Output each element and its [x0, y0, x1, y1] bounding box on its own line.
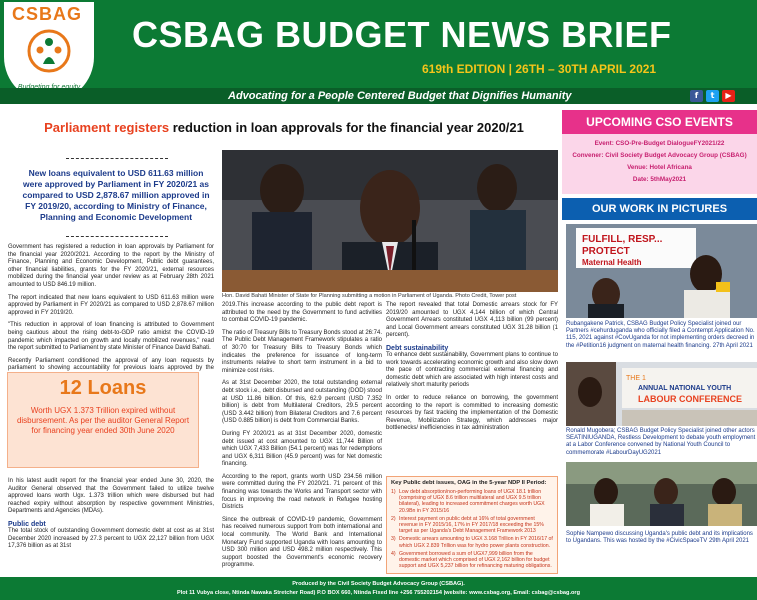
paragraph: The ratio of Treasury Bills to Treasury Bonds stood at 26:74. The Public Debt Management Framework stipulates a ratio of 30:70 for Treasury Bills to Treasury Bonds which indicates the preference for issuance of long-term instruments relative to short term instrument in a bid to minimize cost risks.	[222, 329, 382, 374]
twitter-icon[interactable]: t	[706, 90, 719, 102]
paragraph: To enhance debt sustainability, Government plans to continue to work towards accelerating economic growth and also slow down the pace of contracting commercial external financing and domestic debt which are associated with high interest costs and relatively short maturity periods	[386, 351, 558, 389]
key-debt-issues-box	[386, 476, 558, 574]
conference-photo-illustration	[566, 362, 757, 426]
studio-photo-illustration	[566, 462, 757, 526]
middle-column-text	[222, 302, 382, 570]
event-venue: Venue: Hotel Africana	[627, 164, 692, 171]
svg-text:PROTECT: PROTECT	[582, 246, 630, 257]
svg-text:THE 1: THE 1	[626, 375, 646, 382]
paragraph: According to the report, grants worth USD 234.56 million were committed during the FY 2020/21. 71 percent of this financing was towards the Works and Transport sector with focus in improving the road network in Refugee hosting Districts	[222, 473, 382, 511]
left-column-text	[8, 244, 214, 381]
facebook-icon[interactable]: f	[690, 90, 703, 102]
paragraph: Recently Parliament conditioned the approval of any loan requests by parliament to showing accountability for previous loans approved by the	[8, 357, 214, 372]
newsletter-title: CSBAG BUDGET NEWS BRIEF	[132, 14, 672, 55]
photo-caption-2: Ronald Mugobera; CSBAG Budget Policy Specialist joined other actors SEATINIUGANDA, Restless Development to debate youth employment at a Labor Conference convened by National Youth Council to commemorate #LabourDayUG2021	[566, 428, 756, 456]
paragraph: Since the outbreak of COVID-19 pandemic, Government has received numerous support from both international and local community. The World Bank and International Monetary Fund supported Uganda with loans amounting to USD 300 million and USD 498.2 million respectively. This support boosted the Government's economic recovery programme.	[222, 516, 382, 569]
csbag-logo[interactable]	[4, 2, 94, 102]
section-title-debt-sustainability: Debt sustainability	[386, 344, 449, 352]
event-date: Date: 5thMay2021	[632, 176, 687, 183]
left-lower-text	[8, 478, 214, 551]
event-details	[562, 134, 757, 194]
divider	[66, 236, 168, 237]
photo-protest	[566, 224, 757, 318]
people-logo-icon	[26, 28, 72, 74]
divider	[66, 158, 168, 159]
footer	[0, 577, 757, 600]
svg-text:LABOUR CONFERENCE: LABOUR CONFERENCE	[638, 394, 743, 404]
logo-text: CSBAG	[12, 4, 83, 24]
photo-youth-conference	[566, 362, 757, 426]
youtube-icon[interactable]: ▶	[722, 90, 735, 102]
paragraph: Government has registered a reduction in loan approvals by Parliament for the financial year 2020/2021. According to the report by the Ministry of Finance, Planning and Economic Development, Public debt guarantees, other financial liabilities, grants for the FY 2020/21, external resources mobilized during the financial year under review as at February 28th 2021 amounted to USD 846.19 million.	[8, 244, 214, 288]
paragraph: The total stock of outstanding Government domestic debt at cost as at 31st December 2020 increased by 27.3 percent to UGX 22,127 billion from UGX 17,376 billion as at 31st	[8, 527, 214, 550]
section-title-public-debt: Public debt	[8, 520, 46, 528]
our-work-heading: OUR WORK IN PICTURES	[562, 198, 757, 220]
paragraph: The report indicated that new loans equivalent to USD 611.63 million were approved by Parliament in FY 2020/21 as compared to USD 2,878.67 million approved in FY 2019/20.	[8, 294, 214, 316]
key-box-title: Key Public debt issues, OAG in the 5-year NDP II Period:	[391, 480, 547, 486]
key-item: 3) Domestic arrears amounting to UGX 3.168 Trillion in FY 2016/17 of which UGX 2.839 Trillion was for hydro power plants construction.	[391, 536, 553, 549]
svg-text:FULFILL, RESP...: FULFILL, RESP...	[582, 234, 663, 245]
key-item: 1) Low debt absorption/non-performing loans of UGX 18.1 trillion (comprising of UGX 8.6 trillion multilateral and UGX 9.5 trillion bilateral), leading to increased commitment charges worth UGX 20.9Bn in FY 2015/16	[391, 489, 545, 514]
paragraph: In order to reduce reliance on borrowing, the government according to the report is committed to increasing domestic resources by fast tracking the implementation of the Domestic Revenue, Mobilization Strategy, which addresses major bottlenecks/ inefficiencies in tax administration	[386, 394, 558, 432]
social-links	[690, 90, 735, 102]
right-column-text	[386, 302, 558, 433]
event-name: Event: CSO-Pre-Budget DialogueFY2021/22	[594, 140, 725, 147]
protest-photo-illustration	[566, 224, 757, 318]
svg-text:Maternal Health: Maternal Health	[582, 258, 642, 267]
upcoming-events-heading: UPCOMING CSO EVENTS	[562, 110, 757, 134]
event-convener: Convener: Civil Society Budget Advocacy Group (CSBAG)	[572, 152, 747, 159]
photo-caption-3: Sophie Nampewo discussing Uganda's public debt and its implications to Ugandans. This was hosted by the #CivicSpaceTV 29th April 2021	[566, 531, 753, 545]
minister-photo	[222, 150, 558, 292]
paragraph: As at 31st December 2020, the total outstanding external debt stock i.e., debt disbursed and outstanding (DOD) stood at USD 11.86 billion. Of this, 62.9 percent (USD 7.352 billion) is debt from Multilateral Creditors, 29.5 percent (USD 3.442 billion) from Bilateral Creditors and 7.6 percent (USD 0.885 billion) is debt from Commercial Banks.	[222, 380, 382, 425]
paragraph: 2019.This increase according to the public debt report is attributed to the need by the Government to fund activities to combat COVID-19 pandemic.	[222, 302, 382, 324]
edition-label: 619th EDITION | 26TH – 30TH APRIL 2021	[422, 62, 657, 76]
key-item: 2) Interest payment on public debt at 16% of total government revenue in FY 2015/16, 17% in FY 2017/18 exceeding the 15% target as per Uganda's Debt Management Framework 2013	[391, 515, 544, 535]
paragraph: During FY 2020/21 as at 31st December 2020, domestic debt issued at cost amounted to UGX 11,744 Billion of which UGX 7,433 Billion (54.1 percent) was for redemptions and UGX 6,311 Billion (45.9 percent) was for Net domestic financing.	[222, 430, 382, 468]
loans-callout-text: Worth UGX 1.373 Trillion expired without disbursement. As per the auditor General Report for financing year ended 30th June 2020	[16, 406, 190, 435]
footer-contact[interactable]: Plot 11 Vubya close, Ntinda Nawaka Stretcher Road) P.O BOX 660, Ntinda Fixed line +256 755202154 |website: www.csbag.org, Email: csbag@csbag.org	[176, 590, 581, 596]
article-summary: New loans equivalent to USD 611.63 million were approved by Parliament in FY 2020/21 as compared to USD 2,878.67 million approved in FY 2019/20, according to Ministry of Finance, Planning and Economic Development	[22, 168, 210, 222]
loans-callout-title: 12 Loans	[59, 377, 147, 399]
headline-rest: reduction in loan approvals for the financial year 2020/21	[169, 120, 524, 135]
paragraph: The report revealed that total Domestic arrears stock for FY 2019/20 amounted to UGX 4,144 billion of which Central Government Arrears constituted UGX 4,113 billion (99 percent) and Local Government arrears constituted UGX 31.28 billion (1 percent).	[386, 302, 558, 339]
paragraph: "This reduction in approval of loan financing is attributed to Government being cautious about the rising debt-to-GDP ratio amidst the COVID-19 pandemic which impacted on growth and locally mobilized revenues," read the report submitted to Parliament by state Minister of Finance David Bahati.	[8, 322, 214, 352]
minister-photo-illustration	[222, 150, 558, 292]
headline-highlight: Parliament registers	[44, 120, 170, 135]
svg-text:ANNUAL NATIONAL YOUTH: ANNUAL NATIONAL YOUTH	[638, 385, 732, 392]
photo-civic-space-tv	[566, 462, 757, 526]
key-item: 4) Government borrowed a sum of UGX7,999 billion from the domestic market which comprised of UGX 2,162 billion for budget support and UGX 5,237 billion for refinancing maturing obligations.	[391, 550, 552, 570]
footer-producer: Produced by the Civil Society Budget Advocacy Group (CSBAG).	[292, 581, 465, 587]
photo-caption-1: Rubangakene Patrick, CSBAG Budget Policy Specialist joined our Partners #cehurduganda who officially filed a Contempt Application No. 115, 2021 against #CovUganda for not implementing orders decreed in the #Petition16 judgment on maternal health financing. 27th April 2021	[566, 321, 755, 349]
article-headline	[10, 120, 558, 135]
paragraph: In his latest audit report for the financial year ended June 30, 2020, the Auditor General observed that the Government failed to utilize twelve approved loans worth Ugx. 1.373 trillion which were disbursed but had reached expiry without absorption by respective government Ministries, Departments and Agencies (MDAs).	[8, 478, 214, 515]
photo-caption: Hon. David Bahati Minister of State for Planning submitting a motion in Parliament of Uganda. Photo Credit, Tower post	[222, 293, 517, 299]
tagline: Advocating for a People Centered Budget that Dignifies Humanity	[228, 90, 572, 102]
